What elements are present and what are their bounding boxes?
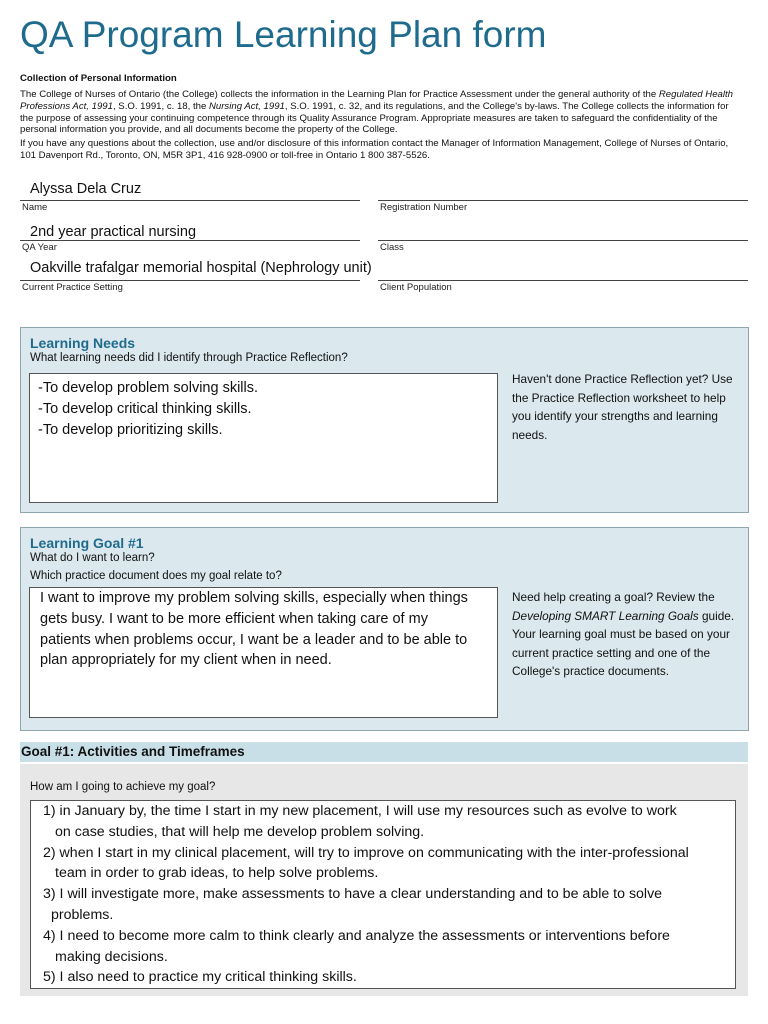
act-name-2: Nursing Act, 1991 [208,100,285,112]
client-population-field[interactable] [380,262,740,280]
activity-line: 1) in January by, the time I start in my new placement, I will use my resources such as evolve to work [43,803,677,819]
name-field[interactable]: Alyssa Dela Cruz [30,181,142,197]
goal-requirement-note: Your learning goal must be based on your current practice setting and one of the College's practice documents. [512,627,730,679]
learning-goal-line: patients when problems occur, I want be a leader and to be able to [40,631,468,648]
collection-text-2: , S.O. 1991, c. 18, the [112,100,209,112]
collection-paragraph [20,89,736,136]
learning-needs-title: Learning Needs [30,335,136,351]
learning-goal-question-1: What do I want to learn? [30,552,155,564]
practice-setting-field[interactable]: Oakville trafalgar memorial hospital (Nephrology unit) [30,260,372,276]
activity-line: 5) I also need to practice my critical thinking skills. [43,969,357,986]
page-title: QA Program Learning Plan form [20,14,547,55]
activity-line: 4) I need to become more calm to think clearly and analyze the assessments or interventions before [43,927,670,944]
learning-goal-question-2: Which practice document does my goal relate to? [30,570,282,582]
registration-underline [378,200,748,201]
learning-need-item: -To develop problem solving skills. [38,380,259,396]
activities-heading: Goal #1: Activities and Timeframes [20,742,748,762]
learning-need-item: -To develop critical thinking skills. [38,400,252,417]
learning-goal-line: I want to improve my problem solving skills, especially when things [40,590,468,606]
activities-question: How am I going to achieve my goal? [30,781,216,793]
act-name-1: Regulated Health Professions Act, 1991 [20,89,734,112]
registration-number-label: Registration Number [380,202,468,213]
class-field[interactable] [380,222,740,240]
smart-note-suffix: guide. [701,608,735,623]
qa-year-field[interactable]: 2nd year practical nursing [30,224,197,240]
activity-line: 2) when I start in my clinical placement, will try to improve on communicating with the inter-professional [43,844,689,861]
class-label: Class [380,242,404,253]
activity-line: team in order to grab ideas, to help solve problems. [55,865,379,882]
qa-year-label: QA Year [22,242,57,253]
collection-heading: Collection of Personal Information [20,73,177,84]
learning-goal-title: Learning Goal #1 [30,535,144,551]
qa-year-underline [20,240,360,241]
activity-line: on case studies, that will help me develop problem solving. [55,823,425,840]
learning-goal-answer[interactable] [29,587,498,718]
contact-paragraph: If you have any questions about the collection, use and/or disclosure of this information contact the Manager of Information Management, College of Nurses of Ontario, 101 Davenport Rd., Toronto, ON, M5R 3P1, 416 928-0900 or toll-free in Ontario 1 800 387-5526. [20,138,729,161]
class-underline [378,240,748,241]
learning-need-item: -To develop prioritizing skills. [38,421,223,438]
client-population-label: Client Population [380,282,452,293]
activities-answer[interactable] [30,800,736,989]
learning-goal-line: gets busy. I want to be more efficient when taking care of my [40,610,428,627]
name-label: Name [22,202,48,213]
registration-number-field[interactable] [380,181,740,199]
smart-guide-link[interactable]: Developing SMART Learning Goals [512,608,699,623]
learning-goal-line: plan appropriately for my client when in need. [40,652,332,669]
activity-line: making decisions. [55,948,168,965]
collection-text-3: , S.O. 1991, c. 32, and its regulations, and the College's by-laws. The College collects the information for the purpose of assessing your continuing competence through its Quality Assurance Program. Appropriate measures are taken to safeguard the confidentiality of the personal information you provide, and all documents become the property of the College. [20,100,729,136]
smart-note-prefix: Need help creating a goal? Review the [512,590,715,604]
practice-setting-underline [20,280,360,281]
learning-needs-question: What learning needs did I identify through Practice Reflection? [30,352,348,364]
activity-line: 3) I will investigate more, make assessments to have a clear understanding and to be able to solve [43,886,663,903]
practice-reflection-note: Haven't done Practice Reflection yet? Use the Practice Reflection worksheet to help you identify your strengths and learning needs. [512,372,733,442]
collection-text-1: The College of Nurses of Ontario (the College) collects the information in the Learning Plan for Practice Assessment under the general authority of the [20,89,659,100]
smart-goals-note [512,588,740,681]
activity-line: problems. [51,906,114,923]
client-population-underline [378,280,748,281]
name-underline [20,200,360,201]
learning-needs-answer[interactable] [29,373,498,503]
practice-setting-label: Current Practice Setting [22,282,123,293]
